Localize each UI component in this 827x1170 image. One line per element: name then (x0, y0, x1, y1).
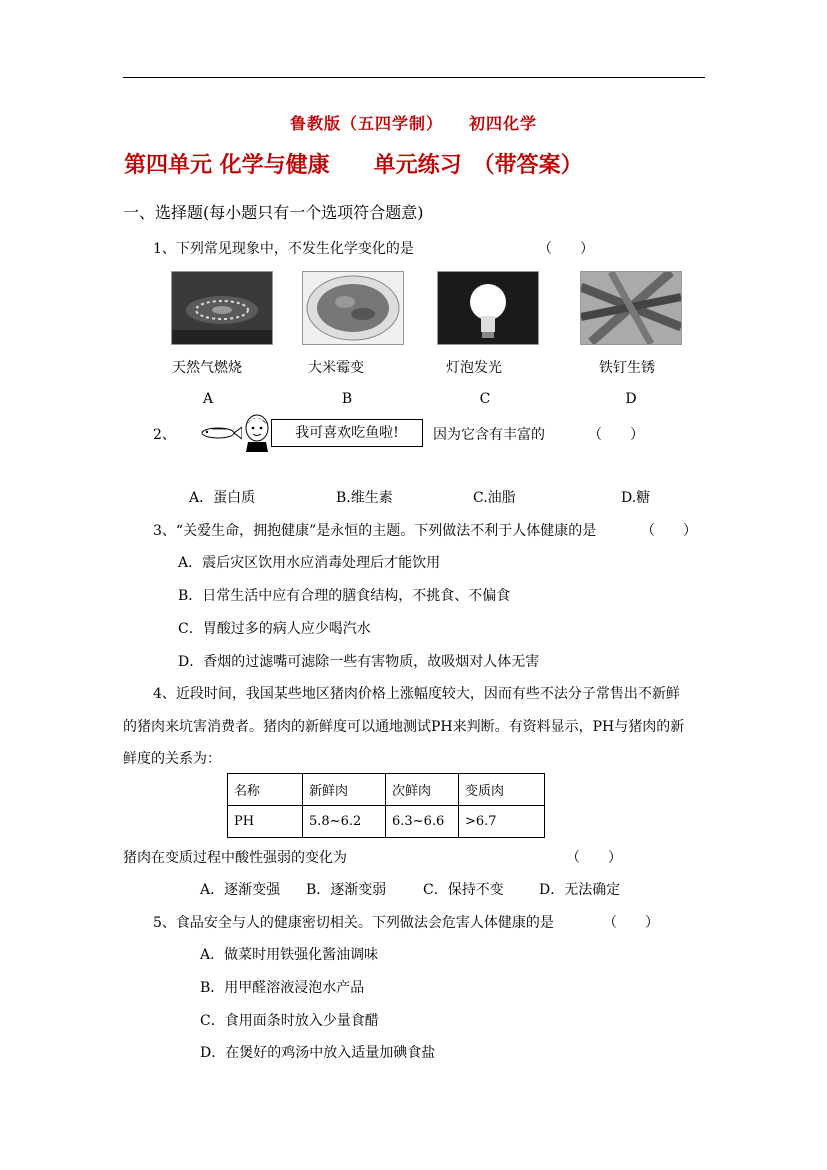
q5-option-c: C．食用面条时放入少量食醋 (200, 1013, 379, 1029)
q1-letter-d: D (625, 391, 637, 407)
q1-letter-a: A (202, 391, 214, 407)
q4-option-d: D．无法确定 (539, 882, 621, 898)
table-header-cell: 次鲜肉 (386, 774, 459, 806)
q3-option-b: B．日常生活中应有合理的膳食结构，不挑食、不偏食 (178, 588, 511, 604)
q3-option-a: A．震后灾区饮用水应消毒处理后才能饮用 (178, 555, 441, 571)
q5-option-a: A．做菜时用铁强化酱油调味 (200, 947, 379, 963)
person-icon (244, 414, 270, 452)
q4-option-b: B．逐渐变弱 (306, 882, 387, 898)
q2-number: 2、 (153, 427, 176, 443)
q5-stem: 5、食品安全与人的健康密切相关。下列做法会危害人体健康的是 (153, 915, 554, 931)
header-rule (123, 77, 705, 78)
q5-option-d: D．在煲好的鸡汤中放入适量加碘食盐 (200, 1045, 436, 1061)
q4-option-a: A．逐渐变强 (200, 882, 281, 898)
table-cell: >6.7 (459, 806, 545, 838)
q2-option-b: B.维生素 (336, 490, 393, 506)
section-title: 一、选择题(每小题只有一个选项符合题意) (123, 203, 424, 222)
q1-answer-blank: （ ） (538, 241, 594, 257)
q4-option-c: C．保持不变 (423, 882, 504, 898)
q3-stem: 3、“关爱生命，拥抱健康”是永恒的主题。下列做法不利于人体健康的是 (153, 523, 597, 539)
table-header-cell: 名称 (228, 774, 303, 806)
q1-caption-c: 灯泡发光 (446, 360, 502, 376)
rusty-nails-image (580, 271, 682, 345)
q1-caption-d: 铁钉生锈 (599, 360, 655, 376)
q4-paragraph-line3: 鲜度的关系为： (123, 751, 221, 767)
gas-flame-image (171, 271, 273, 345)
q3-option-c: C．胃酸过多的病人应少喝汽水 (178, 621, 371, 637)
fish-icon (198, 425, 242, 441)
q4-paragraph-line1: 4、近段时间，我国某些地区猪肉价格上涨幅度较大，因而有些不法分子常售出不新鲜 (153, 686, 680, 702)
q1-letter-c: C (479, 391, 491, 407)
q4-stem: 猪肉在变质过程中酸性强弱的变化为 (123, 850, 347, 866)
q1-letter-b: B (341, 391, 353, 407)
page-title: 第四单元 化学与健康 单元练习 （带答案） (124, 152, 583, 178)
q2-option-a: A．蛋白质 (189, 490, 256, 506)
q4-paragraph-line2: 的猪肉来坑害消费者。猪肉的新鲜度可以通地测试PH来判断。有资料显示，PH与猪肉的新 (123, 719, 685, 735)
q3-answer-blank: （ ） (641, 523, 697, 539)
q4-answer-blank: （ ） (566, 850, 622, 866)
moldy-rice-image (302, 271, 404, 345)
table-cell: PH (228, 806, 303, 838)
q3-option-d: D．香烟的过滤嘴可滤除一些有害物质，故吸烟对人体无害 (178, 654, 540, 670)
q1-caption-a: 天然气燃烧 (172, 360, 242, 376)
table-cell: 5.8~6.2 (303, 806, 386, 838)
q2-option-d: D.糖 (621, 490, 651, 506)
table-header-row (228, 774, 545, 806)
q5-option-b: B．用甲醛溶液浸泡水产品 (200, 980, 365, 996)
table-header-cell: 变质肉 (459, 774, 545, 806)
ph-freshness-table (227, 773, 545, 838)
speech-bubble: 我可喜欢吃鱼啦! (271, 419, 423, 447)
q2-answer-blank: （ ） (588, 427, 644, 443)
q2-stem: 因为它含有丰富的 (433, 427, 545, 443)
table-cell: 6.3~6.6 (386, 806, 459, 838)
q2-option-c: C.油脂 (473, 490, 516, 506)
edition-line: 鲁教版（五四学制） 初四化学 (289, 114, 537, 133)
light-bulb-image (437, 271, 539, 345)
q5-answer-blank: （ ） (603, 915, 659, 931)
table-row (228, 806, 545, 838)
q1-stem: 1、下列常见现象中，不发生化学变化的是 (153, 241, 414, 257)
table-header-cell: 新鲜肉 (303, 774, 386, 806)
q1-caption-b: 大米霉变 (308, 360, 364, 376)
